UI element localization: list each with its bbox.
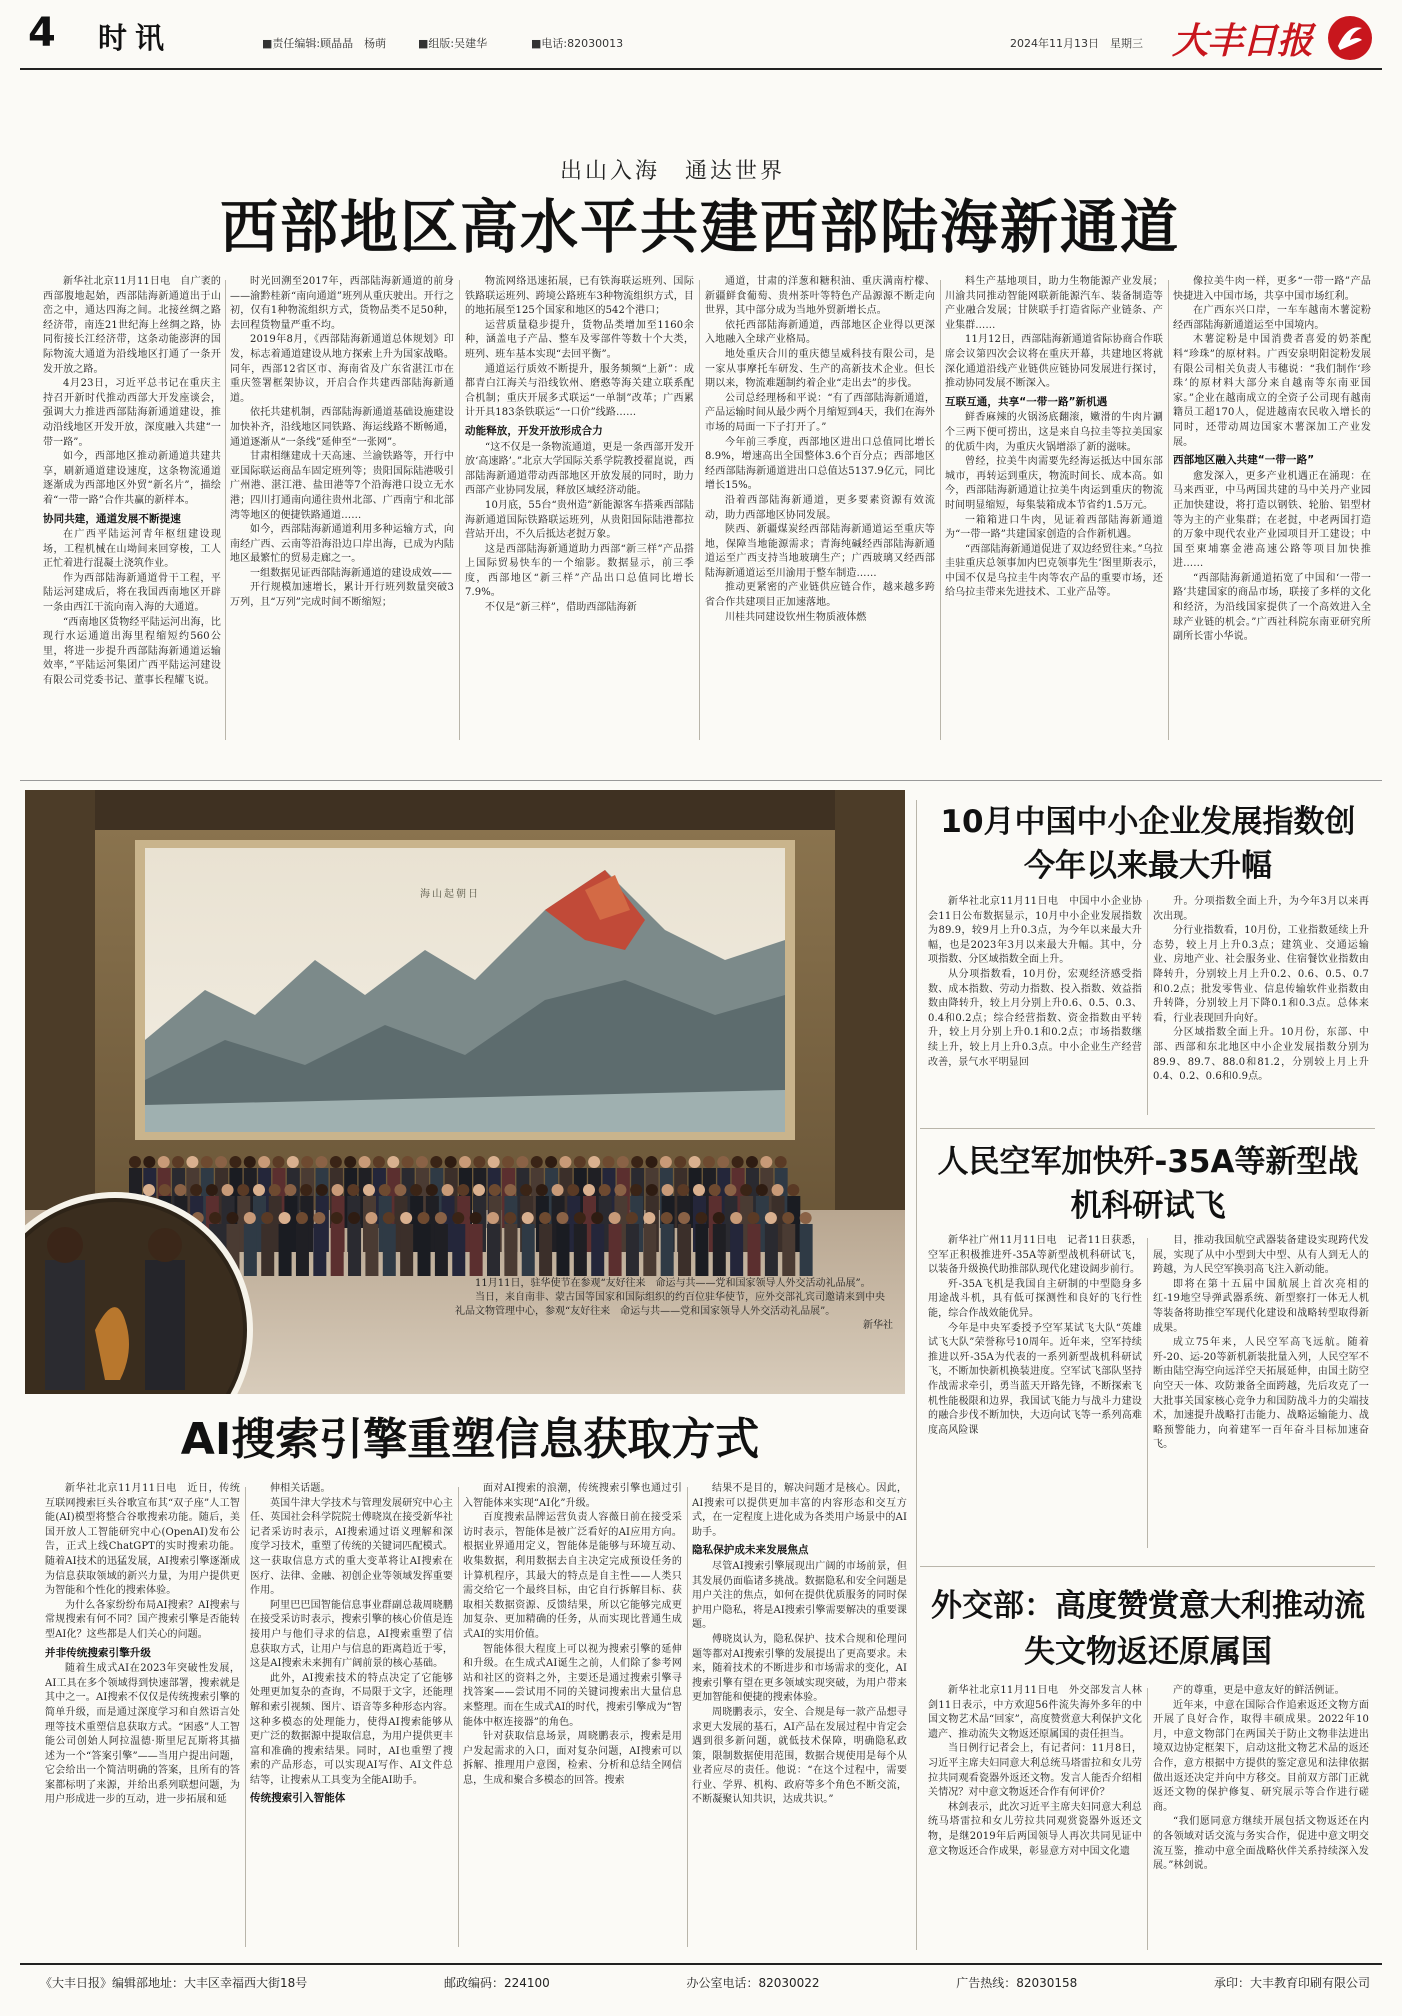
lead-paragraph: 像拉美牛肉一样，更多“一带一路”产品快捷进入中国市场，共享中国市场红利。 (1173, 276, 1371, 302)
ai-paragraph: 面对AI搜索的浪潮，传统搜索引擎也通过引入智能体来实现“AI化”升级。 (463, 1483, 682, 1509)
ai-paragraph: 伸相关话题。 (270, 1483, 331, 1494)
j35-paragraph: 今年是中央军委授予空军某试飞大队“英雄试飞大队”荣誉称号10周年。近年来，空军持续推进以歼-35A为代表的一系列新型战机科研试飞，不断加快新机换装进度。空军试飞部队坚持作战需求牵引，勇当蓝天开路先锋，不断探索飞机性能极限和边界，我国试飞能力与战斗力建设的融合步伐不断加快，大迈向试飞等一系列高难度高风险课 (928, 1322, 1142, 1436)
lead-paragraph: 运营质量稳步提升，货物品类增加至1160余种，涵盖电子产品、整车及零部件等数十个大类，班列、班车基本实现“去回平衡”。 (465, 319, 694, 360)
relics-paragraph: 近年来，中意在国际合作追索返还文物方面开展了良好合作，取得丰硕成果。2022年10月，中意文物部门在两国关于防止文物非法进出境双边协定框架下，启动这批文物艺术品的返还合作，意方根据中方提供的鉴定意见和法律依据做出返还决定并向中方移交。目前双方部门正就返还文物的保护修复、研究展示等合作进行磋商。 (1153, 1699, 1369, 1813)
ai-headline: AI搜索引擎重塑信息获取方式 (180, 1414, 760, 1465)
j35-paragraph: 目，推动我国航空武器装备建设实现跨代发展，实现了从中小型到大中型、从有人到无人的跨越，为人民空军换羽高飞注入新动能。 (1153, 1235, 1369, 1276)
ai-paragraph: 智能体很大程度上可以视为搜索引擎的延伸和升级。在生成式AI诞生之前，人们除了参考网站和社区的资料之外，主要还是通过搜索引擎寻找答案——尝试用不同的关键词搜索出大量信息来整理。而在生成式AI的时代，搜索引擎成为“智能体中枢连接器”的角色。 (463, 1643, 682, 1728)
ai-col-1 (250, 1482, 453, 1952)
j35-col-1 (1153, 1234, 1369, 1554)
lead-paragraph: “西南地区货物经平陆运河出海，比现行水运通道出海里程缩短约560公里，将进一步提升西部陆海新通道运输效率，”平陆运河集团广西平陆运河建设有限公司党委书记、董事长程耀飞说。 (43, 616, 221, 687)
footer-printer: 承印：大丰教育印刷有限公司 (1213, 1976, 1370, 1990)
lead-paragraph: 通道，甘肃的洋葱和糖积油、重庆满南柠檬、新疆鲜食葡萄、贵州茶叶等特色产品源源不断走向世界，其中部分成为当地外贸新增长点。 (705, 276, 935, 317)
ai-paragraph: 新华社北京11月11日电 近日，传统互联网搜索巨头谷歌宣布其“双子座”人工智能(AI)模型将整合谷歌搜索功能。随后，美国开放人工智能研究中心(OpenAI)发布公告，正式上线ChatGPT的实时搜索功能。随着AI技术的迅猛发展，AI搜索引擎逐渐成为信息获取领域的新兴力量，为用户提供更为智能和个性化的搜索体验。 (45, 1483, 240, 1597)
ai-paragraph: 尽管AI搜索引擎展现出广阔的市场前景，但其发展仍面临诸多挑战。数据隐私和安全问题是用户关注的焦点，如何在提供优质服务的同时保护用户隐私，将是AI搜索引擎需要解决的重要课题。 (692, 1560, 907, 1631)
j35-headline (930, 1140, 1366, 1228)
masthead-emblem (1328, 16, 1372, 60)
lead-paragraph: 2019年8月，《西部陆海新通道总体规划》印发，标志着通道建设从地方探索上升为国家战略。同年，西部12省区市、海南省及广东省湛江市在重庆签署框架协议，开启合作共建西部陆海新通道。 (230, 334, 454, 404)
lead-col-1 (230, 275, 454, 745)
j35-headline-text: 人民空军加快歼-35A等新型战机科研试飞 (937, 1144, 1359, 1224)
relics-col-0 (928, 1684, 1142, 1954)
issue-date: 2024年11月13日 星期三 (1010, 37, 1143, 50)
lead-paragraph: 沿着西部陆海新通道，更多要素资源有效流动，助力西部地区协同发展。 (705, 494, 935, 521)
ai-paragraph: 英国牛津大学技术与管理发展研究中心主任、英国社会科学院院士傅晓岚在接受新华社记者采访时表示，AI搜索通过语义理解和深度学习技术，重塑了传统的关键词匹配模式。这一获取信息方式的重大变革将让AI搜索在医疗、法律、金融、初创企业等领域发挥重要作用。 (250, 1497, 453, 1597)
footer-ads: 广告热线：82030158 (956, 1976, 1078, 1990)
footer-rule (20, 1963, 1382, 1965)
lead-subhead: 协同共建，通道发展不断提速 (43, 512, 181, 525)
sme-headline (928, 800, 1368, 888)
lead-subhead: 西部地区融入共建“一带一路” (1173, 454, 1315, 467)
lead-paragraph: 依托西部陆海新通道，西部地区企业得以更深入地融入全球产业格局。 (705, 319, 935, 346)
lead-col-0 (43, 275, 221, 745)
sme-headline-text: 10月中国中小企业发展指数创今年以来最大升幅 (940, 804, 1356, 884)
painting-label: 海山起朝日 (420, 889, 480, 900)
lead-paragraph: 在广西平陆运河青年枢纽建设现场，工程机械在山坳间来回穿梭，工人正忙着进行混凝土浇筑作业。 (43, 529, 221, 570)
lead-paragraph: 一箱箱进口牛肉，见证着西部陆海新通道为“一带一路”共建国家创造的合作新机遇。 (945, 514, 1163, 541)
lead-paragraph: 在广西东兴口岸，一车车越南木薯淀粉经西部陆海新通道运至中国境内。 (1173, 305, 1371, 331)
lead-col-3 (705, 275, 935, 745)
relics-headline-text: 外交部：高度赞赏意大利推动流失文物返还原属国 (931, 1588, 1365, 1670)
sme-paragraph: 新华社北京11月11日电 中国中小企业协会11日公布数据显示，10月中小企业发展指数为89.9，较9月上升0.3点，为今年以来最大升幅，也是2023年3月以来最大升幅。其中，分项指数、分区域指数全面上升。 (928, 896, 1142, 966)
ai-paragraph: 百度搜索品牌运营负责人容薇日前在接受采访时表示，智能体是被广泛看好的AI应用方向。根据业界通用定义，智能体是能够与环境互动、收集数据，利用数据去自主决定完成预设任务的计算机程序，其最大的特点是自主性——人类只需交给它一个最终目标，由它自行拆解目标、获取相关数据资源、反馈结果，所以它能够完成更加复杂、更加精确的任务，从而实现比普通生成式AI的实用价值。 (463, 1512, 682, 1640)
ai-paragraph: 此外，AI搜索技术的特点决定了它能够处理更加复杂的查询，不局限于文字，还能理解和索引视频、图片、语音等多种形态内容。这种多模态的处理能力，使得AI搜索能够从更广泛的数据源中提取信息，为用户提供更丰富和准确的搜索结果。同时，AI也重塑了搜索的产品形态，可以实现AI写作、AI文件总结等，让搜索从工具变为全能AI助手。 (250, 1672, 453, 1786)
relics-paragraph: 产的尊重，更是中意友好的鲜活例证。 (1173, 1685, 1345, 1696)
photo-caption: 11月11日，驻华使节在参观“友好往来 命运与共——党和国家领导人外交活动礼品展”。 (475, 1278, 871, 1289)
sme-col-1 (1153, 895, 1369, 1120)
lead-paragraph: 不仅是“新三样”，借助西部陆海新 (485, 602, 637, 614)
ai-paragraph: 结果不是目的，解决问题才是核心。因此，AI搜索可以提供更加丰富的内容形态和交互方式，在一定程度上进化成为各类用户场景中的AI助手。 (692, 1483, 907, 1538)
ai-subhead: 并非传统搜索引擎升级 (45, 1646, 151, 1659)
relics-paragraph: 林剑表示，此次习近平主席夫妇同意大利总统马塔雷拉和女儿劳拉共同观赏瓷器外返还文物，是继2019年后两国领导人再次共同见证中意文物返还合作成果，彰显意方对中国文化遗 (928, 1801, 1142, 1857)
lead-paragraph: 今年前三季度，西部地区进出口总值同比增长8.9%，增速高出全国整体3.6个百分点；西部地区经西部陆海新通道进出口总值达5137.9亿元，同比增长15%。 (705, 436, 935, 492)
lead-paragraph: 如今，西部地区推动新通道共建共享，刷新通道建设速度，这条物流通道逐渐成为西部地区外贸“新名片”，描绘着“一带一路”合作共赢的新样本。 (43, 451, 221, 506)
lead-subhead: 互联互通，共享“一带一路”新机遇 (945, 395, 1108, 408)
lead-paragraph: “这不仅是一条物流通道，更是一条西部开发开放‘高速路’。”北京大学国际关系学院教授翟崑说，西部陆海新通道带动西部地区开放发展的同时，助力西部产业协同发展，释放区域经济动能。 (465, 441, 694, 497)
ai-paragraph: 随着生成式AI在2023年突破性发展，AI工具在多个领域得到快速部署，搜索就是其中之一。AI搜索不仅仅是传统搜索引擎的简单升级，而是通过深度学习和自然语言处理等技术重塑信息获取方式。“困惑”人工智能公司创始人阿拉温德·斯里尼瓦斯将其描述为一个“答案引擎”——当用户提出问题，它会给出一个简洁明确的答案，且所有的答案都标明了来源，并给出系列联想问题，为用户形成进一步的互动，进一步拓展和延 (45, 1663, 240, 1806)
sme-paragraph: 分行业指数看，10月份，工业指数延续上升态势，较上月上升0.3点；建筑业、交通运输业、房地产业、社会服务业、住宿餐饮业指数由降转升，分别较上月上升0.2、0.6、0.5、0.7和0.2点；批发零售业、信息传输软件业指数由升转降，分别较上月下降0.1和0.3点。总体来看，行业表现回升向好。 (1153, 925, 1369, 1024)
lead-paragraph: 通道运行质效不断提升，服务频频“上新”：成都青白江海关与沿线钦州、磨憨等海关建立联系配合机制；重庆开展多式联运“一单制”改革；广西累计开具183条铁联运“一口价”线路…… (465, 363, 694, 419)
lead-paragraph: 时光回溯至2017年，西部陆海新通道的前身——渝黔桂新“南向通道”班列从重庆驶出。开行之初，仅有1种物流组织方式，货物品类不足50种，去回程货物量严重不均。 (230, 276, 454, 331)
lead-col-5 (1173, 275, 1371, 745)
photo-credit: 新华社 (863, 1320, 893, 1331)
lead-paragraph: 11月12日，西部陆海新通道省际协商合作联席会议第四次会议将在重庆开幕，共建地区将就深化通道沿线产业链供应链协同发展进行探讨，推动协同发展不断深入。 (945, 334, 1163, 390)
lead-paragraph: “西部陆海新通道促进了双边经贸往来。”乌拉圭驻重庆总领事加内巴克领事先生’图里斯表示，中国不仅是乌拉圭牛肉等农产品的重要市场，还给乌拉圭带来先进技术、工业产品等。 (945, 543, 1163, 599)
ai-col-2 (463, 1482, 682, 1952)
lead-paragraph: 4月23日，习近平总书记在重庆主持召开新时代推动西部大开发座谈会，强调大力推进西部陆海新通道建设，推动沿线地区开发开放，深度融入共建“一带一路”。 (43, 378, 221, 448)
relics-col-1 (1153, 1684, 1369, 1954)
j35-paragraph: 歼-35A飞机是我国自主研制的中型隐身多用途战斗机，具有低可探测性和良好的飞行性能，综合作战效能优异。 (928, 1278, 1142, 1319)
photo-caption-box (455, 1277, 893, 1377)
lead-col-2 (465, 275, 694, 745)
page-number: 4 (28, 10, 56, 56)
header-rule (20, 68, 1382, 70)
ai-paragraph: 为什么各家纷纷布局AI搜索？AI搜索与常规搜索有何不同？国产搜索引擎是否能转型AI化？这些都是人们关心的问题。 (45, 1599, 240, 1640)
lead-subhead: 动能释放，开发开放形成合力 (465, 424, 603, 437)
photo-caption-detail: 当日，来自南非、蒙古国等国家和国际组织的约百位驻华使节，应外交部礼宾司邀请来到中央礼品文物管理中心，参观“友好往来 命运与共——党和国家领导人外交活动礼品展”。 (455, 1292, 885, 1317)
lead-paragraph: 鲜香麻辣的火锅汤底翻滚，嫩滑的牛肉片涮个三两下便可捞出，这是来自乌拉圭等拉美国家的优质牛肉，为重庆火锅增添了新的滋味。 (945, 412, 1163, 453)
lead-paragraph: 甘肃相继建成十天高速、兰渝铁路等，开行中亚国际联运商品车固定班列等；贵阳国际陆港吸引广州港、湛江港、盐田港等7个沿海港口设立无水港；四川打通南向通往贵州北部、广西南宁和北部湾等地区的便捷铁路通道…… (230, 451, 454, 521)
ai-paragraph: 傅晓岚认为，隐私保护、技术合规和伦理问题等都对AI搜索引擎的发展提出了更高要求。未来，随着技术的不断进步和市场需求的变化，AI搜索引擎有望在更多领域实现突破，为用户带来更加智能和便捷的搜索体验。 (692, 1633, 907, 1704)
sme-paragraph: 分区域指数全面上升。10月份，东部、中部、西部和东北地区中小企业发展指数分别为89.9、89.7、88.0和81.2，分别较上月上升0.4、0.2、0.6和0.9点。 (1153, 1027, 1369, 1083)
sme-paragraph: 从分项指数看，10月份，宏观经济感受指数、成本指数、劳动力指数、投入指数、效益指数由降转升，较上月分别上升0.6、0.5、0.3、0.4和0.2点；综合经营指数、资金指数由平转升，较上月分别上升0.1和0.2点；市场指数继续上升，较上月上升0.3点。中小企业生产经营改善，景气水平明显回 (928, 968, 1142, 1068)
ai-col-0 (45, 1482, 240, 1952)
lead-paragraph: 一组数据见证西部陆海新通道的建设成效—— (250, 567, 452, 579)
designer-info: ■组版:吴建华 (418, 37, 488, 50)
ai-col-3 (692, 1482, 907, 1952)
relics-headline (928, 1583, 1368, 1675)
lead-paragraph: 公司总经理杨和平说：“有了西部陆海新通道，产品运输时间从最少两个月缩短到4天，我们在海外市场的局面一下子打开了。” (705, 392, 935, 433)
lead-paragraph: 地处重庆合川的重庆德呈威科技有限公司，是一家从事摩托车研发、生产的高新技术企业。但长期以来，物流难题制约着企业“走出去”的步伐。 (705, 348, 935, 390)
ai-paragraph: 针对获取信息场景，周晓鹏表示，搜索是用户发起需求的入口，面对复杂问题，AI搜索可以拆解、推理用户意图，检索、分析和总结全网信息，生成和聚合多模态的回答。搜索 (463, 1731, 682, 1786)
ai-paragraph: 阿里巴巴国智能信息事业群副总裁周晓鹏在接受采访时表示，搜索引擎的核心价值是连接用户与他们寻求的信息，AI搜索重塑了信息获取方式，让用户与信息的距离趋近于零，这是AI搜索未来拥有广阔前景的核心基础。 (250, 1599, 453, 1670)
lead-paragraph: 开行规模加速增长，累计开行班列数量突破3万列，且“万列”完成时间不断缩短； (230, 582, 454, 609)
lead-col-4 (945, 275, 1163, 745)
phone-info: ■电话:82030013 (531, 37, 624, 50)
lead-paragraph: 作为西部陆海新通道骨干工程，平陆运河建成后，将在我国西南地区开辟一条由西江干流向南入海的大通道。 (43, 572, 221, 614)
ai-subhead: 隐私保护成未来发展焦点 (692, 1544, 809, 1557)
lead-paragraph: 川桂共同建设钦州生物质液体燃 (725, 611, 867, 623)
footer-office: 办公室电话：82030022 (686, 1976, 820, 1990)
j35-paragraph: 新华社广州11月11日电 记者11日获悉，空军正积极推进歼-35A等新型战机科研试飞，以装备升级换代助推部队现代化建设阔步前行。 (928, 1235, 1142, 1276)
lead-paragraph: 新华社北京11月11日电 自广袤的西部腹地起始，西部陆海新通道出于山峦之中，通达四海之间。北接丝绸之路经济带，南连21世纪海上丝绸之路，协同衔接长江经济带，这条动能澎湃的国际物流大通道为沿线地区打通了一条开发开放之路。 (43, 276, 221, 375)
lead-paragraph: 曾经，拉美牛肉需要先经海运抵达中国东部城市，再转运到重庆，物流时间长、成本高。如今，西部陆海新通道让拉美牛肉运到重庆的物流时间明显缩短，每集装箱成本节省约1.5万元。 (945, 456, 1163, 511)
lead-paragraph: 依托共建机制，西部陆海新通道基础设施建设加快补齐，沿线地区同铁路、海运线路不断畅通，通道逐渐从“一条线”延伸至“一张网”。 (230, 407, 454, 448)
j35-paragraph: 即将在第十五届中国航展上首次亮相的红-19地空导弹武器系统、新型察打一体无人机等装备将助推空军现代化建设和战略转型取得新成果。 (1153, 1278, 1369, 1334)
lead-paragraph: 如今，西部陆海新通道利用多种运输方式，向南经广西、云南等沿海沿边口岸出海，已成为内陆地区最繁忙的贸易走廊之一。 (230, 524, 454, 565)
ai-paragraph: 周晓鹏表示，安全、合规是每一款产品想寻求更大发展的基石，AI产品在发展过程中肯定会遇到很多新问题，就低技术保障，明确隐私政策，限制数据使用范围，数据合规使用是每个从业者应尽的责任。他说：“在这个过程中，需要行业、学界、机构、政府等多个角色不断交流，不断凝聚认知共识，达成共识。” (692, 1706, 907, 1806)
lead-paragraph: 10月底，55台“贵州造”新能源客车搭乘西部陆海新通道国际铁路联运班列，从贵阳国际陆港都拉营站开出，不久后抵达老挝万象。 (465, 499, 694, 541)
relics-paragraph: 当日例行记者会上，有记者问：11月8日，习近平主席夫妇同意大利总统马塔雷拉和女儿劳拉共同观看瓷器外返还文物。发言人能否介绍相关情况？对中意文物返还合作有何评价？ (928, 1743, 1142, 1799)
lead-paragraph: 料生产基地项目，助力生物能源产业发展；川渝共同推动智能网联新能源汽车、装备制造等产业融合发展；甘陕联手打造省际产业链条、产业集群…… (945, 276, 1163, 331)
lead-paragraph: 木薯淀粉是中国消费者喜爱的奶茶配料“珍珠”的原材料。广西安泉明阳淀粉发展有限公司相关负责人韦穗说：“我们制作‘珍珠’的原材料大部分来自越南等东南亚国家。”企业在越南成立的全资子公司现有越南籍员工超170人，促进越南农民收入增长的同时，还带动周边国家木薯深加工产业发展。 (1173, 334, 1371, 448)
sme-paragraph: 升。分项指数全面上升，为今年3月以来再次出现。 (1153, 896, 1369, 922)
editor-info: ■责任编辑:顾晶晶 杨萌 (262, 37, 387, 50)
relics-paragraph: “我们愿同意方继续开展包括文物返还在内的各领域对话交流与务实合作，促进中意文明交流互鉴，推动中意全面战略伙伴关系持续深入发展。”林剑说。 (1153, 1816, 1369, 1872)
lead-paragraph: 陕西、新疆煤炭经西部陆海新通道运至重庆等地，保障当地能源需求；青海纯碱经西部陆海新通道运至广西支持当地玻璃生产；广西玻璃又经西部陆海新通道运至川渝用于整车制造…… (705, 524, 935, 579)
j35-col-0 (928, 1234, 1142, 1554)
masthead-logo: 大丰日报 (1172, 20, 1313, 62)
lead-headline: 西部地区高水平共建西部陆海新通道 (219, 193, 1180, 261)
ai-subhead: 传统搜索引入智能体 (250, 1792, 346, 1805)
lead-paragraph: 推动更紧密的产业链供应链合作，越来越多跨省合作共建项目正加速落地。 (705, 582, 935, 609)
footer-zip: 邮政编码：224100 (443, 1976, 550, 1990)
footer-bar (40, 1974, 1370, 1991)
lead-paragraph: “西部陆海新通道拓宽了中国和‘一带一路’共建国家的商品市场，联接了多样的文化和经济，为沿线国家提供了一个高效进入全球产业链的机会。”广西社科院东南亚研究所副所长雷小华说。 (1173, 572, 1371, 643)
sme-col-0 (928, 895, 1142, 1120)
j35-paragraph: 成立75年来，人民空军高飞远航。随着歼-20、运-20等新机新装批量入列，人民空军不断由陆空海空向远洋空天拓展延伸，由国土防空向空天一体、攻防兼备全面跨越，先后攻克了一大批事关国家核心竞争力和国防战斗力的尖端技术，加速提升战略打击能力、战略运输能力、战略预警能力，向着建军一百年奋斗目标加速奋飞。 (1153, 1337, 1369, 1451)
section-name: 时讯 (98, 21, 173, 55)
lead-paragraph: 这是西部陆海新通道助力西部“新三样”产品搭上国际贸易快车的一个缩影。数据显示，前三季度，西部地区“新三样”产品出口总值同比增长7.9%。 (465, 543, 694, 599)
lead-paragraph: 物流网络迅速拓展，已有铁海联运班列、国际铁路联运班列、跨境公路班车3种物流组织方式，目的地拓展至125个国家和地区的542个港口； (465, 276, 694, 317)
relics-paragraph: 新华社北京11月11日电 外交部发言人林剑11日表示，中方欢迎56件流失海外多年的中国文物艺术品“回家”，高度赞赏意大利保护文化遗产、推动流失文物返还原属国的责任担当。 (928, 1685, 1142, 1740)
lead-kicker: 出山入海 通达世界 (560, 159, 786, 184)
lead-paragraph: 愈发深入，更多产业机遇正在涌现：在马来西亚，中马两国共建的马中关丹产业园正加快建设，将打造以钢铁、轮胎、铝型材等为主的产业集群；在老挝，中老两国打造的万象中现代农业产业园项目开工建设；中国至柬埔寨金港高速公路等项目加快推进…… (1173, 470, 1371, 570)
footer-publisher: 《大丰日报》编辑部地址：大丰区幸福西大街18号 (40, 1976, 308, 1990)
